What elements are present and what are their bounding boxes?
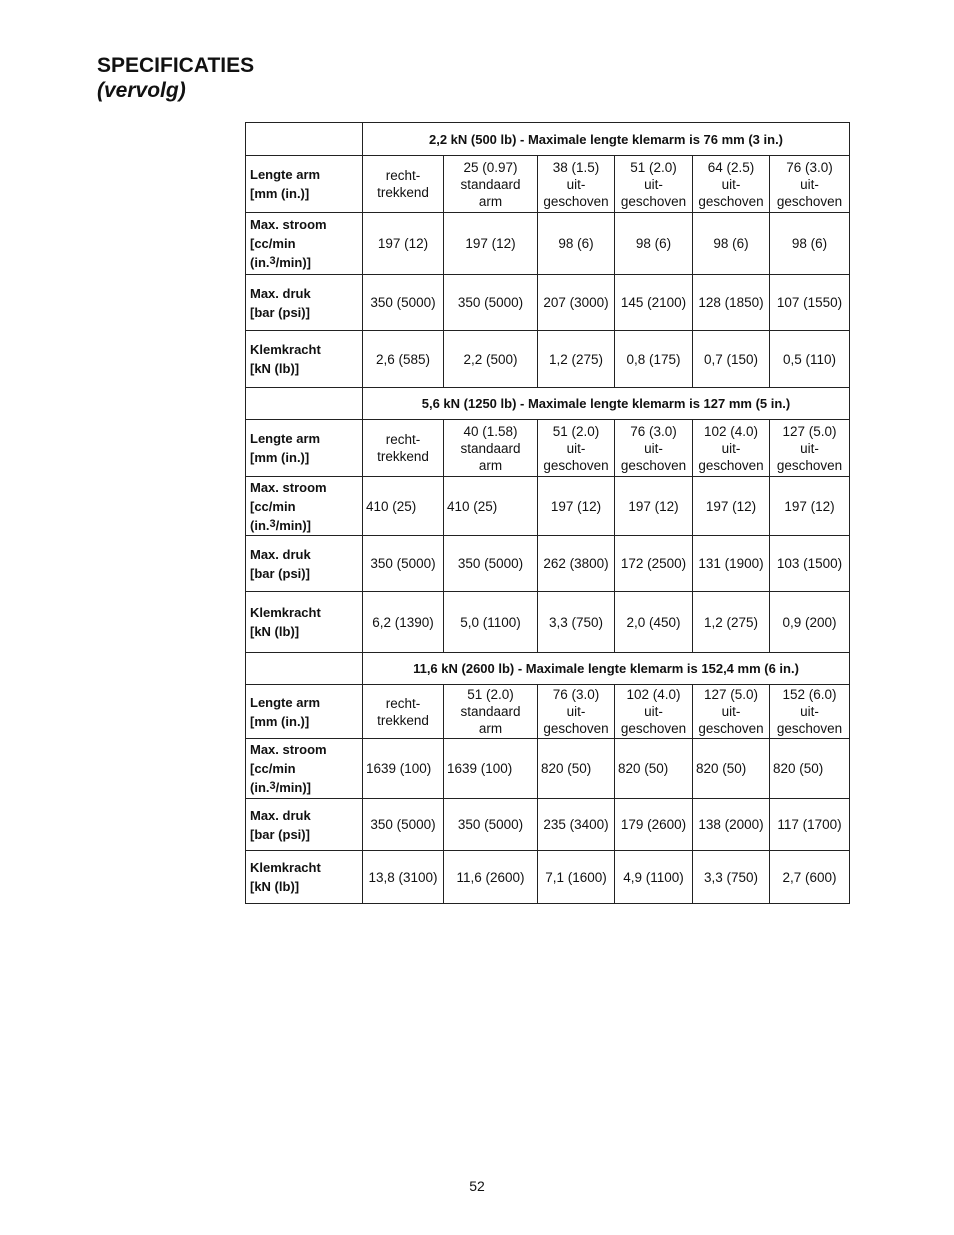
clamp-force-cell: 4,9 (1100) — [615, 851, 693, 904]
max-pressure-cell: 172 (2500) — [615, 536, 693, 592]
arm-length-line: standaard — [460, 176, 521, 192]
clamp-force-row — [246, 331, 850, 388]
arm-length-line: uit- — [644, 176, 663, 192]
max-flow-label-line: Max. stroom — [250, 742, 327, 757]
max-flow-cell: 98 (6) — [693, 213, 770, 275]
max-flow-cell: 197 (12) — [693, 477, 770, 536]
arm-length-line: uit- — [566, 440, 586, 456]
arm-length-label-line: [mm (in.)] — [250, 186, 310, 201]
max-flow-label-part: (in. — [250, 780, 270, 795]
empty-cell — [246, 653, 363, 685]
arm-length-cell — [693, 420, 770, 477]
arm-length-line: standaard — [460, 440, 521, 456]
arm-length-label-line: Lengte arm — [250, 167, 321, 182]
arm-length-line: recht- — [385, 695, 421, 711]
clamp-force-cell: 3,3 (750) — [538, 592, 615, 653]
arm-length-line: uit- — [721, 704, 741, 719]
clamp-force-cell: 0,5 (110) — [770, 331, 850, 388]
clamp-force-label-line: Klemkracht — [250, 605, 321, 620]
max-pressure-cell: 350 (5000) — [363, 536, 444, 592]
arm-length-cell — [538, 156, 615, 213]
arm-length-line: 40 (1.58) — [463, 423, 518, 439]
arm-length-cell — [363, 685, 444, 739]
max-flow-cell: 197 (12) — [444, 213, 538, 275]
arm-length-cell — [363, 156, 444, 213]
arm-length-line: 152 (6.0) — [782, 687, 837, 702]
max-flow-label-part: (in. — [250, 255, 270, 270]
max-pressure-row — [246, 275, 850, 331]
max-flow-cell: 1639 (100) — [444, 739, 538, 799]
page-title-block — [97, 53, 254, 103]
max-flow-cell: 410 (25) — [363, 477, 444, 536]
arm-length-line: geschoven — [776, 193, 843, 209]
clamp-force-label — [246, 851, 363, 904]
arm-length-line: 51 (2.0) — [630, 159, 677, 175]
max-flow-cell: 820 (50) — [538, 739, 615, 799]
arm-length-line: geschoven — [620, 721, 687, 736]
clamp-force-cell: 1,2 (275) — [693, 592, 770, 653]
max-pressure-label-line: Max. druk — [250, 807, 311, 823]
arm-length-line: geschoven — [543, 193, 609, 209]
arm-length-line: uit- — [721, 440, 741, 456]
clamp-force-cell: 0,9 (200) — [770, 592, 850, 653]
max-pressure-cell: 131 (1900) — [693, 536, 770, 592]
arm-length-cell — [693, 685, 770, 739]
arm-length-line: geschoven — [698, 721, 764, 736]
max-pressure-label — [246, 799, 363, 851]
max-pressure-row — [246, 799, 850, 851]
arm-length-line: geschoven — [543, 721, 609, 736]
arm-length-line: 76 (3.0) — [786, 159, 833, 175]
max-pressure-label-line: [bar (psi)] — [250, 826, 310, 842]
clamp-force-cell: 6,2 (1390) — [363, 592, 444, 653]
max-pressure-label-line: [bar (psi)] — [250, 304, 310, 320]
clamp-force-label-line: [kN (lb)] — [250, 624, 300, 639]
arm-length-line: 76 (3.0) — [630, 423, 677, 439]
max-flow-label-line: Max. stroom — [250, 479, 327, 495]
arm-length-label — [246, 156, 363, 213]
arm-length-cell — [615, 420, 693, 477]
max-flow-cell: 410 (25) — [444, 477, 538, 536]
arm-length-cell — [363, 420, 444, 477]
max-flow-label-part: /min)] — [275, 517, 312, 533]
clamp-force-cell: 13,8 (3100) — [363, 851, 444, 904]
arm-length-line: uit- — [800, 704, 819, 719]
arm-length-line: uit- — [800, 176, 819, 192]
arm-length-line: uit- — [721, 176, 741, 192]
max-pressure-cell: 107 (1550) — [770, 275, 850, 331]
max-flow-label — [246, 739, 363, 799]
section-header: 5,6 kN (1250 lb) - Maximale lengte klemarm is 127 mm (5 in.) — [363, 388, 850, 420]
empty-cell — [246, 123, 363, 156]
max-pressure-label — [246, 275, 363, 331]
max-pressure-label-line: Max. druk — [250, 546, 311, 562]
clamp-force-cell: 2,6 (585) — [363, 331, 444, 388]
max-flow-label-line: Max. stroom — [250, 217, 327, 232]
max-flow-cell: 1639 (100) — [363, 739, 444, 799]
arm-length-line: trekkend — [377, 449, 429, 464]
arm-length-line: recht- — [385, 168, 421, 183]
max-flow-label-part: /min)] — [275, 255, 312, 270]
arm-length-line: 51 (2.0) — [467, 687, 514, 702]
arm-length-line: 51 (2.0) — [552, 423, 600, 439]
max-flow-cell: 98 (6) — [538, 213, 615, 275]
max-pressure-cell: 262 (3800) — [538, 536, 615, 592]
arm-length-cell — [615, 685, 693, 739]
max-flow-cell: 197 (12) — [615, 477, 693, 536]
max-flow-label-part: 3 — [269, 255, 276, 267]
clamp-force-label-line: [kN (lb)] — [250, 879, 300, 894]
max-pressure-cell: 350 (5000) — [363, 275, 444, 331]
max-flow-cell: 820 (50) — [615, 739, 693, 799]
max-flow-cell: 197 (12) — [538, 477, 615, 536]
max-flow-cell: 98 (6) — [615, 213, 693, 275]
arm-length-cell — [444, 685, 538, 739]
arm-length-line: 76 (3.0) — [552, 687, 600, 702]
section-header-row — [246, 388, 850, 420]
arm-length-cell — [770, 420, 850, 477]
max-flow-cell: 197 (12) — [363, 213, 444, 275]
arm-length-line: trekkend — [377, 712, 429, 728]
page-number: 52 — [469, 1178, 485, 1194]
arm-length-line: trekkend — [377, 185, 429, 200]
arm-length-line: 102 (4.0) — [703, 423, 759, 439]
arm-length-line: geschoven — [620, 193, 687, 209]
max-flow-label-part: 3 — [269, 780, 276, 792]
arm-length-line: 127 (5.0) — [782, 423, 837, 439]
clamp-force-label-line: Klemkracht — [250, 342, 321, 357]
max-pressure-label — [246, 536, 363, 592]
specifications-table — [245, 122, 850, 904]
arm-length-line: geschoven — [543, 457, 609, 473]
arm-length-line: uit- — [566, 704, 586, 719]
max-pressure-cell: 207 (3000) — [538, 275, 615, 331]
clamp-force-cell: 7,1 (1600) — [538, 851, 615, 904]
page-title: SPECIFICATIES — [97, 54, 255, 77]
section-header-row — [246, 123, 850, 156]
max-pressure-cell: 145 (2100) — [615, 275, 693, 331]
arm-length-line: 64 (2.5) — [707, 159, 755, 175]
clamp-force-row — [246, 851, 850, 904]
arm-length-cell — [615, 156, 693, 213]
arm-length-label-line: Lengte arm — [250, 694, 321, 710]
arm-length-line: arm — [478, 721, 503, 736]
max-flow-cell: 820 (50) — [693, 739, 770, 799]
max-pressure-cell: 103 (1500) — [770, 536, 850, 592]
arm-length-label-line: Lengte arm — [250, 431, 321, 446]
clamp-force-cell: 5,0 (1100) — [444, 592, 538, 653]
arm-length-cell — [538, 420, 615, 477]
arm-length-line: uit- — [644, 704, 663, 719]
arm-length-row — [246, 685, 850, 739]
max-pressure-label-line: Max. druk — [250, 285, 311, 301]
clamp-force-cell: 0,8 (175) — [615, 331, 693, 388]
arm-length-line: geschoven — [776, 457, 843, 473]
max-pressure-label-line: [bar (psi)] — [250, 565, 310, 581]
arm-length-line: uit- — [566, 176, 586, 192]
arm-length-cell — [770, 685, 850, 739]
max-flow-label — [246, 213, 363, 275]
empty-cell — [246, 388, 363, 420]
section-header-row — [246, 653, 850, 685]
max-flow-label-part: 3 — [269, 517, 276, 530]
max-flow-label-line: [cc/min — [250, 498, 296, 514]
max-flow-cell: 98 (6) — [770, 213, 850, 275]
max-pressure-cell: 128 (1850) — [693, 275, 770, 331]
max-pressure-cell: 350 (5000) — [444, 799, 538, 851]
arm-length-line: 38 (1.5) — [552, 159, 600, 175]
section-header: 2,2 kN (500 lb) - Maximale lengte klemarm is 76 mm (3 in.) — [363, 123, 850, 156]
arm-length-cell — [693, 156, 770, 213]
max-flow-cell: 197 (12) — [770, 477, 850, 536]
arm-length-line: geschoven — [698, 193, 764, 209]
arm-length-line: geschoven — [776, 721, 843, 736]
arm-length-cell — [538, 685, 615, 739]
max-flow-label-line: [cc/min — [250, 236, 296, 251]
max-pressure-cell: 179 (2600) — [615, 799, 693, 851]
max-pressure-row — [246, 536, 850, 592]
clamp-force-cell: 2,7 (600) — [770, 851, 850, 904]
arm-length-cell — [444, 420, 538, 477]
clamp-force-label — [246, 331, 363, 388]
clamp-force-cell: 3,3 (750) — [693, 851, 770, 904]
arm-length-row — [246, 156, 850, 213]
arm-length-label-line: [mm (in.)] — [250, 713, 310, 729]
max-pressure-cell: 350 (5000) — [444, 275, 538, 331]
clamp-force-cell: 1,2 (275) — [538, 331, 615, 388]
arm-length-line: arm — [478, 457, 503, 473]
clamp-force-cell: 0,7 (150) — [693, 331, 770, 388]
arm-length-line: standaard — [460, 704, 521, 719]
max-flow-label-line: [cc/min — [250, 761, 296, 776]
section-header: 11,6 kN (2600 lb) - Maximale lengte klemarm is 152,4 mm (6 in.) — [363, 653, 850, 685]
arm-length-line: 25 (0.97) — [463, 159, 518, 175]
clamp-force-cell: 2,2 (500) — [444, 331, 538, 388]
arm-length-line: 127 (5.0) — [703, 687, 759, 702]
clamp-force-cell: 11,6 (2600) — [444, 851, 538, 904]
max-flow-row — [246, 477, 850, 536]
arm-length-line: uit- — [644, 440, 663, 456]
page-subtitle: (vervolg) — [97, 79, 186, 102]
arm-length-line: arm — [478, 193, 503, 209]
arm-length-line: recht- — [385, 432, 421, 447]
arm-length-cell — [444, 156, 538, 213]
max-flow-row — [246, 213, 850, 275]
max-pressure-cell: 350 (5000) — [363, 799, 444, 851]
arm-length-label — [246, 420, 363, 477]
max-pressure-cell: 235 (3400) — [538, 799, 615, 851]
clamp-force-label — [246, 592, 363, 653]
max-flow-row — [246, 739, 850, 799]
max-pressure-cell: 138 (2000) — [693, 799, 770, 851]
clamp-force-label-line: [kN (lb)] — [250, 361, 300, 376]
arm-length-line: geschoven — [698, 457, 764, 473]
max-flow-label-part: (in. — [250, 517, 270, 533]
clamp-force-cell: 2,0 (450) — [615, 592, 693, 653]
arm-length-cell — [770, 156, 850, 213]
arm-length-line: geschoven — [620, 457, 687, 473]
max-flow-label — [246, 477, 363, 536]
arm-length-row — [246, 420, 850, 477]
clamp-force-label-line: Klemkracht — [250, 860, 321, 875]
clamp-force-row — [246, 592, 850, 653]
arm-length-line: 102 (4.0) — [626, 687, 681, 702]
max-flow-label-part: /min)] — [275, 780, 312, 795]
arm-length-label — [246, 685, 363, 739]
arm-length-label-line: [mm (in.)] — [250, 450, 310, 465]
max-pressure-cell: 350 (5000) — [444, 536, 538, 592]
arm-length-line: uit- — [800, 440, 819, 456]
max-flow-cell: 820 (50) — [770, 739, 850, 799]
max-pressure-cell: 117 (1700) — [770, 799, 850, 851]
